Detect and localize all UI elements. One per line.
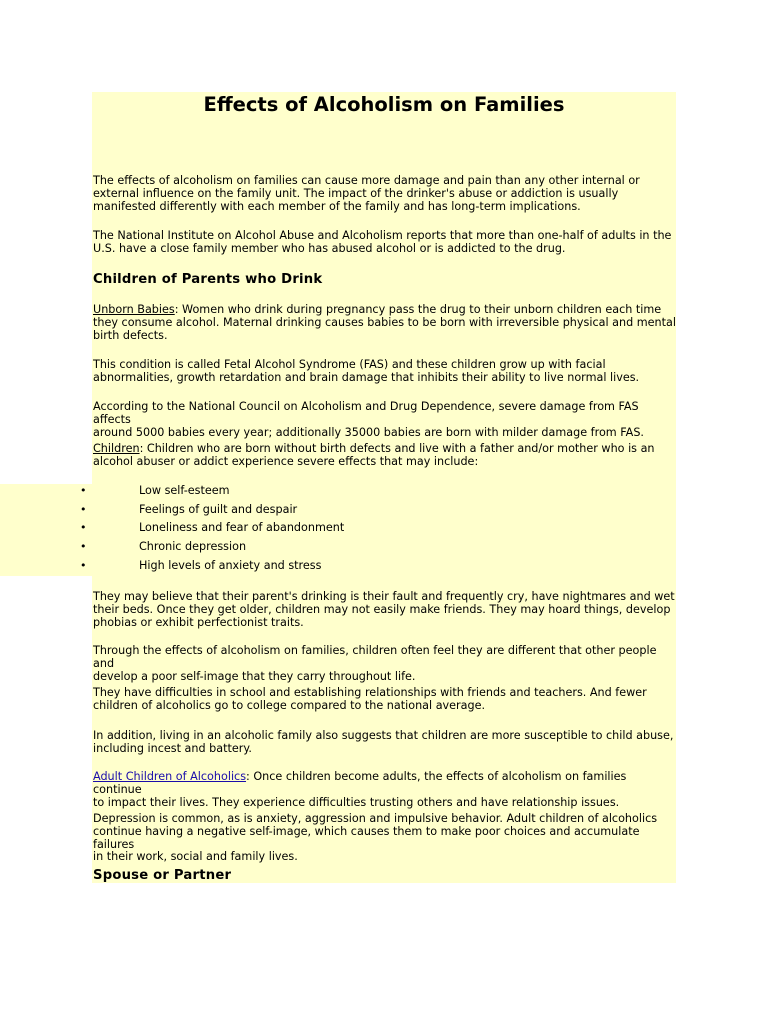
fas-paragraph (93, 359, 677, 385)
fas-line-2: abnormalities, growth retardation and brain damage that inhibits their ability to live normal lives. (93, 370, 640, 384)
effects-bullet-list (0, 484, 676, 576)
intro-line-1: The effects of alcoholism on families can cause more damage and pain than any other internal or (93, 174, 640, 187)
intro-paragraph (93, 175, 677, 213)
abuse-line-1: In addition, living in an alcoholic family also suggests that children are more susceptible to child abuse, (93, 729, 674, 742)
intro-line-2: external influence on the family unit. The impact of the drinker's abuse or addiction is usually (93, 186, 619, 200)
self-image-paragraph (93, 645, 677, 683)
beliefs-line-3: phobias or exhibit perfectionist traits. (93, 615, 304, 629)
self-image-line-1: Through the effects of alcoholism on families, children often feel they are different that other people and (93, 644, 657, 670)
depression-paragraph (93, 813, 677, 864)
bullet-icon: • (80, 559, 87, 572)
statistics-line-1: The National Institute on Alcohol Abuse and Alcoholism reports that more than one-half of adults in the (93, 229, 672, 242)
children-line-2: alcohol abuser or addict experience severe effects that may include: (93, 454, 479, 468)
list-item (0, 521, 676, 539)
unborn-babies-paragraph (93, 304, 677, 342)
adult-children-line-2: to impact their lives. They experience difficulties trusting others and have relationship issues. (93, 795, 620, 809)
abuse-line-2: including incest and battery. (93, 741, 252, 755)
school-line-1: They have difficulties in school and establishing relationships with friends and teachers. And fewer (93, 686, 647, 699)
list-item (0, 559, 676, 577)
beliefs-line-2: their beds. Once they get older, children may not easily make friends. They may hoard things, develop (93, 602, 671, 616)
list-item (0, 540, 676, 558)
bullet-icon: • (80, 502, 87, 516)
intro-line-3: manifested differently with each member of the family and has long-term implications. (93, 199, 581, 213)
list-item (0, 503, 676, 521)
bullet-icon: • (80, 484, 87, 497)
beliefs-paragraph (93, 591, 677, 629)
children-line-1: : Children who are born without birth defects and live with a father and/or mother who is an (139, 442, 655, 455)
adult-children-link[interactable]: Adult Children of Alcoholics (93, 770, 247, 783)
school-paragraph (93, 687, 677, 713)
beliefs-line-1: They may believe that their parent's drinking is their fault and frequently cry, have nightmares and wet (93, 590, 675, 603)
list-item-text: Chronic depression (139, 540, 247, 553)
depression-line-1: Depression is common, as is anxiety, aggression and impulsive behavior. Adult children of alcoholics (93, 812, 658, 825)
unborn-line-1: : Women who drink during pregnancy pass the drug to their unborn children each time (174, 303, 662, 316)
school-line-2: children of alcoholics go to college compared to the national average. (93, 698, 486, 712)
children-paragraph (93, 443, 677, 469)
unborn-line-2: they consume alcohol. Maternal drinking causes babies to be born with irreversible physical and mental (93, 315, 676, 329)
heading-spouse-or-partner: Spouse or Partner (93, 868, 232, 883)
list-item-text: Low self-esteem (139, 484, 230, 497)
depression-line-3: in their work, social and family lives. (93, 850, 298, 864)
bullet-icon: • (80, 521, 87, 534)
list-item-text: High levels of anxiety and stress (139, 559, 322, 572)
adult-children-line-1: : Once children become adults, the effects of alcoholism on families continue (93, 770, 627, 796)
list-item-text: Feelings of guilt and despair (139, 502, 298, 516)
bullet-icon: • (80, 540, 87, 553)
unborn-line-3: birth defects. (93, 328, 168, 342)
abuse-paragraph (93, 730, 677, 756)
heading-children-of-parents: Children of Parents who Drink (93, 272, 323, 287)
statistics-paragraph (93, 230, 677, 256)
children-label: Children (93, 442, 140, 455)
unborn-babies-label: Unborn Babies (93, 303, 175, 316)
depression-line-2: continue having a negative self-image, which causes them to make poor choices and accumulate failures (93, 824, 640, 851)
ncadd-line-1: According to the National Council on Alcoholism and Drug Dependence, severe damage from FAS affects (93, 400, 639, 426)
ncadd-line-2: around 5000 babies every year; additionally 35000 babies are born with milder damage from FAS. (93, 425, 644, 439)
list-item-text: Loneliness and fear of abandonment (139, 521, 345, 534)
adult-children-paragraph (93, 771, 677, 809)
page-title: Effects of Alcoholism on Families (203, 93, 565, 116)
self-image-line-2: develop a poor self-image that they carry throughout life. (93, 669, 416, 683)
list-item (0, 484, 676, 502)
statistics-line-2: U.S. have a close family member who has abused alcohol or is addicted to the drug. (93, 241, 566, 255)
fas-line-1: This condition is called Fetal Alcohol Syndrome (FAS) and these children grow up with facial (93, 358, 606, 371)
ncadd-paragraph (93, 401, 677, 439)
